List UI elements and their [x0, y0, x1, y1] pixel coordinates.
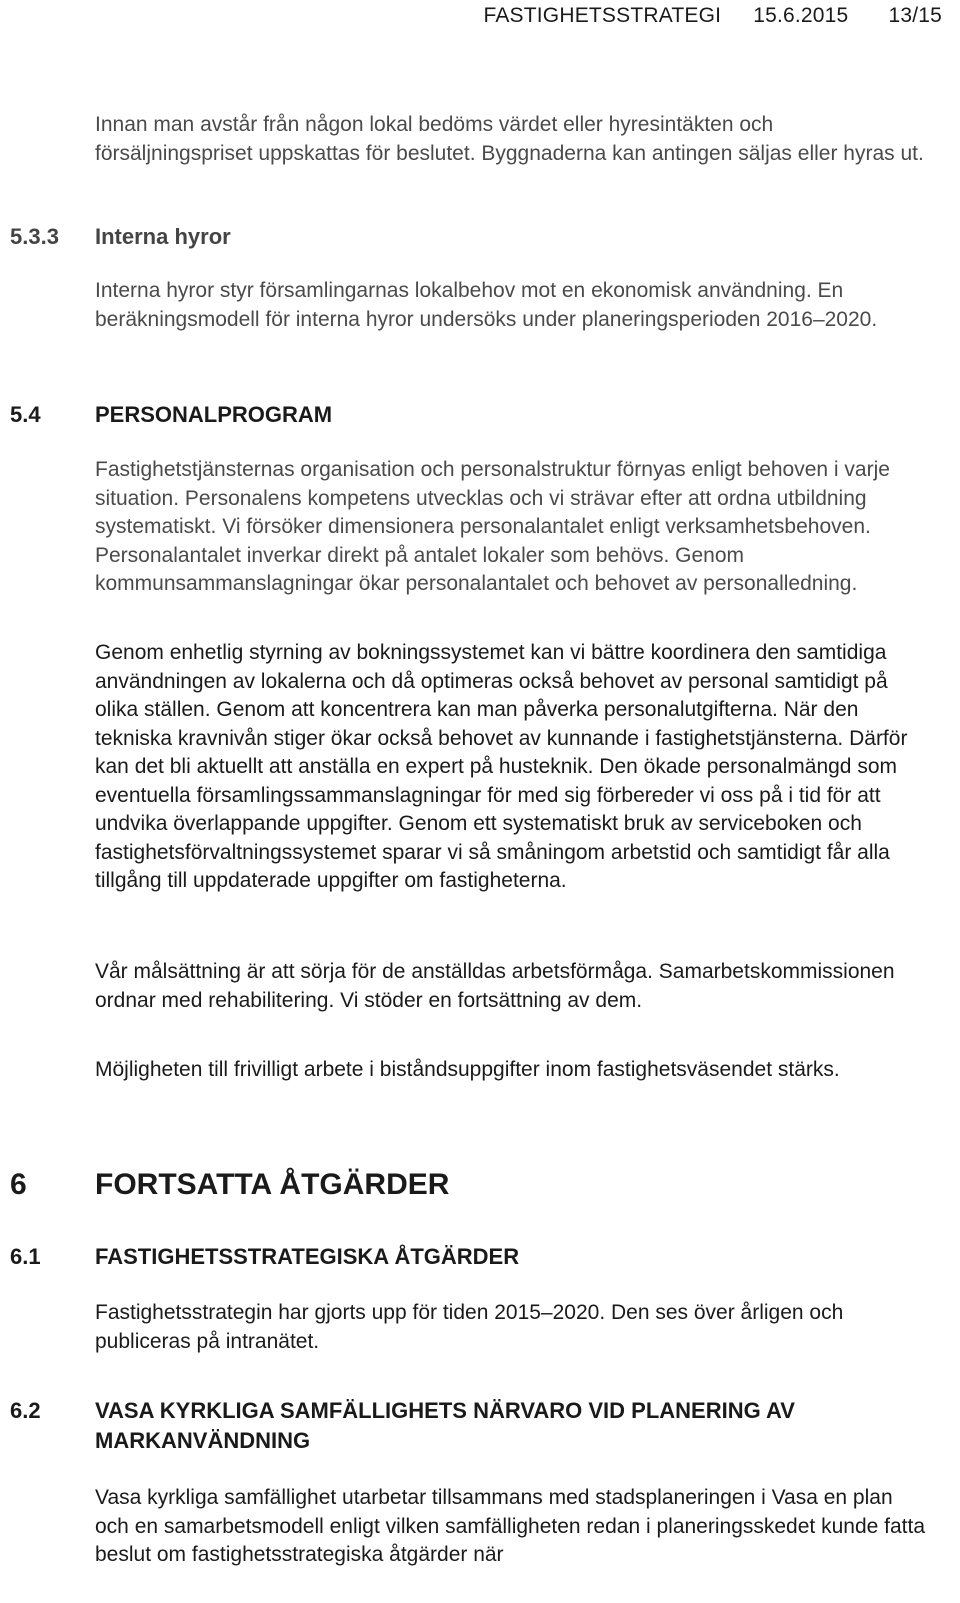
section-paragraph: Fastighetsstrategin har gjorts upp för tiden 2015–2020. Den ses över årligen och publiceras på intranätet. [95, 1301, 844, 1353]
section-number: 5.3.3 [10, 224, 59, 249]
intro-paragraph: Innan man avstår från någon lokal bedöms värdet eller hyresintäkten och försäljningspriset uppskattas för beslutet. Byggnaderna kan antingen säljas eller hyras ut. [95, 113, 924, 165]
page-number: 13/15 [888, 4, 942, 27]
section-paragraph: Interna hyror styr församlingarnas lokalbehov mot en ekonomisk användning. En beräkningsmodell för interna hyror undersöks under planeringsperioden 2016–2020. [95, 279, 878, 331]
page-header [0, 2, 942, 30]
chapter-heading: FORTSATTA ÅTGÄRDER [95, 1168, 450, 1201]
section-paragraph: Fastighetstjänsternas organisation och personalstruktur förnyas enligt behoven i varje situation. Personalens kompetens utvecklas och vi strävar efter att ordna utbildning systematiskt. Vi försöker dimensionera personalantalet enligt verksamhetsbehoven. Personalantalet inverkar direkt på antalet lokaler som behövs. Genom kommunsammanslagningar ökar personalantalet och behovet av personalledning. [95, 458, 890, 595]
document-date: 15.6.2015 [753, 4, 849, 27]
section-paragraph: Vår målsättning är att sörja för de anställdas arbetsförmåga. Samarbetskommissionen ordnar med rehabilitering. Vi stöder en fortsättning av dem. [95, 960, 895, 1012]
section-number: 6.2 [10, 1398, 41, 1423]
document-title: FASTIGHETSSTRATEGI [483, 4, 722, 27]
section-heading: VASA KYRKLIGA SAMFÄLLIGHETS NÄRVARO VID PLANERING AV MARKANVÄNDNING [95, 1398, 795, 1453]
section-paragraph: Genom enhetlig styrning av bokningssystemet kan vi bättre koordinera den samtidiga användningen av lokalerna och då optimeras också behovet av personal samtidigt på olika ställen. Genom att koncentrera kan man påverka personalutgifterna. När den tekniska kravnivån stiger ökar också behovet av kunnande i fastighetstjänsterna. Därför kan det bli aktuellt att anställa en expert på husteknik. Den ökade personalmängd som eventuella församlingssammanslagningar för med sig förbereder vi oss på i tid för att undvika överlappande uppgifter. Genom ett systematiskt bruk av serviceboken och fastighetsförvaltningssystemet sparar vi så småningom arbetstid och samtidigt får alla tillgång till uppdaterade uppgifter om fastigheterna. [95, 641, 908, 892]
chapter-number: 6 [10, 1168, 27, 1201]
section-number: 5.4 [10, 402, 41, 427]
section-paragraph: Möjligheten till frivilligt arbete i biståndsuppgifter inom fastighetsväsendet stärks. [95, 1058, 840, 1081]
section-heading: FASTIGHETSSTRATEGISKA ÅTGÄRDER [95, 1244, 520, 1269]
section-heading: Interna hyror [95, 224, 231, 249]
section-paragraph: Vasa kyrkliga samfällighet utarbetar tillsammans med stadsplaneringen i Vasa en plan och en samarbetsmodell enligt vilken samfälligheten redan i planeringsskedet kunde fatta beslut om fastighetsstrategiska åtgärder när [95, 1486, 925, 1566]
section-number: 6.1 [10, 1244, 41, 1269]
section-heading: PERSONALPROGRAM [95, 402, 333, 427]
